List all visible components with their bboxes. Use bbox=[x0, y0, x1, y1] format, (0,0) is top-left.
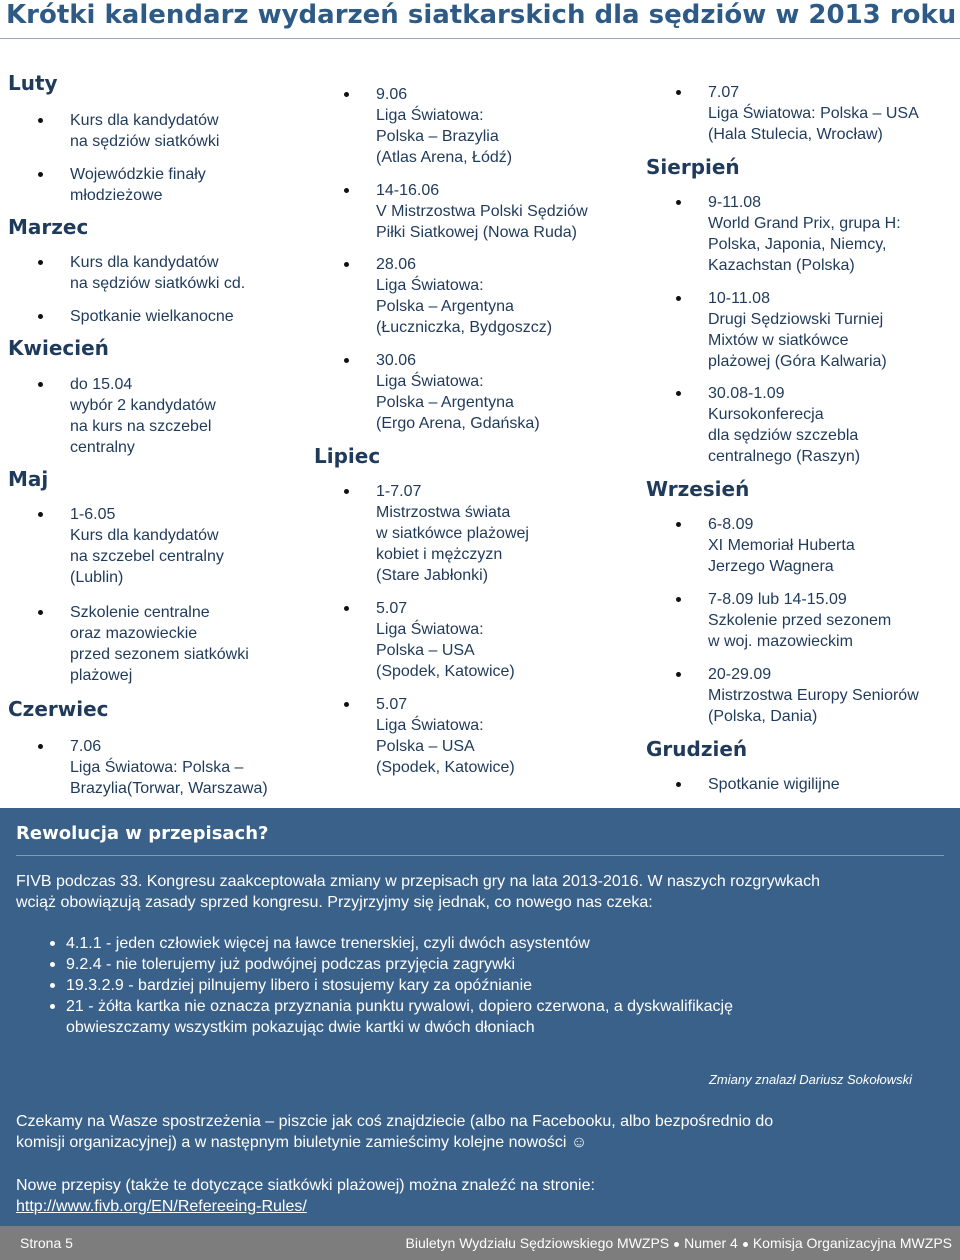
month-heading: Marzec bbox=[8, 215, 89, 239]
event-line: Liga Światowa: Polska – USA bbox=[708, 105, 919, 122]
event-line: Kazachstan (Polska) bbox=[708, 257, 855, 274]
event-line: 9.06 bbox=[376, 86, 408, 103]
event-line: Polska – Brazylia bbox=[376, 128, 499, 145]
bullet-icon bbox=[676, 90, 681, 95]
event-list bbox=[8, 504, 308, 588]
event-line: 7-8.09 lub 14-15.09 bbox=[708, 591, 847, 608]
event-line: na kurs na szczebel bbox=[70, 418, 212, 435]
event-line: 7.07 bbox=[708, 84, 740, 101]
event-line: (Łuczniczka, Bydgoszcz) bbox=[376, 319, 553, 336]
event-line: 10-11.08 bbox=[708, 290, 770, 307]
event-line: (Ergo Arena, Gdańska) bbox=[376, 415, 540, 432]
bullet-icon bbox=[344, 702, 349, 707]
event-line: młodzieżowe bbox=[70, 187, 163, 204]
bullet-icon bbox=[344, 358, 349, 363]
event-line: Liga Światowa: bbox=[376, 277, 484, 294]
event-line: 1-6.05 bbox=[70, 506, 116, 523]
rules-note: Nowe przepisy (także te dotyczące siatkówki plażowej) można znaleźć na stronie: bbox=[16, 1177, 595, 1194]
event-line: Brazylia(Torwar, Warszawa) bbox=[70, 780, 268, 797]
event-line: centralnego (Raszyn) bbox=[708, 448, 861, 465]
event-line: na sędziów siatkówki cd. bbox=[70, 275, 246, 292]
event-line: Spotkanie wigilijne bbox=[708, 776, 840, 793]
rules-intro-line: FIVB podczas 33. Kongresu zaakceptowała zmiany w przepisach gry na lata 2013-2016. W naszych rozgrywkach bbox=[16, 873, 820, 890]
event-line: V Mistrzostwa Polski Sędziów bbox=[376, 203, 588, 220]
month-heading: Lipiec bbox=[314, 444, 381, 468]
rules-credit: Zmiany znalazł Dariusz Sokołowski bbox=[708, 1072, 912, 1087]
calendar-event bbox=[314, 481, 639, 586]
event-line: Jerzego Wagnera bbox=[708, 558, 834, 575]
calendar-event bbox=[8, 110, 308, 152]
event-list bbox=[646, 589, 956, 652]
event-list bbox=[8, 110, 308, 152]
month-heading: Czerwiec bbox=[8, 697, 109, 721]
calendar-event bbox=[314, 350, 639, 434]
rule-change-item: 21 - żółta kartka nie oznacza przyznania punktu rywalowi, dopiero czerwona, a dyskwalifikację obwieszczamy wszystkim pokazując dwie kartki w dwóch dłoniach bbox=[0, 996, 960, 1038]
fivb-rules-link[interactable]: http://www.fivb.org/EN/Refereeing-Rules/ bbox=[16, 1198, 307, 1215]
calendar-event bbox=[314, 694, 639, 778]
rule-change-item: 19.3.2.9 - bardziej pilnujemy libero i stosujemy kary za opóźnianie bbox=[0, 975, 960, 996]
rules-intro bbox=[16, 871, 956, 913]
event-list bbox=[314, 254, 639, 338]
event-list bbox=[8, 602, 308, 686]
event-line: Polska – Argentyna bbox=[376, 298, 514, 315]
event-list bbox=[8, 374, 308, 458]
event-list bbox=[646, 82, 956, 145]
event-line: plażowej bbox=[70, 667, 133, 684]
invite-line: Czekamy na Wasze spostrzeżenia – piszcie jak coś znajdziecie (albo na Facebooku, albo bezpośrednio do bbox=[16, 1113, 774, 1130]
bullet-icon bbox=[38, 382, 43, 387]
event-line: Liga Światowa: bbox=[376, 373, 484, 390]
month-heading: Sierpień bbox=[646, 155, 740, 179]
bulletin-info bbox=[406, 1233, 953, 1253]
event-line: (Lublin) bbox=[70, 569, 124, 586]
calendar-event bbox=[646, 288, 956, 372]
event-line: kobiet i mężczyzn bbox=[376, 546, 503, 563]
bulletin-issue: Numer 4 bbox=[684, 1235, 738, 1251]
event-list bbox=[8, 164, 308, 206]
event-line: centralny bbox=[70, 439, 135, 456]
event-line: (Stare Jabłonki) bbox=[376, 567, 489, 584]
event-list bbox=[646, 383, 956, 467]
calendar-event bbox=[8, 252, 308, 294]
bullet-icon bbox=[676, 200, 681, 205]
calendar-event bbox=[8, 306, 308, 327]
event-list bbox=[314, 350, 639, 434]
bullet-icon bbox=[38, 512, 43, 517]
calendar-event bbox=[646, 774, 956, 795]
event-line: Polska – USA bbox=[376, 642, 475, 659]
calendar-event bbox=[646, 383, 956, 467]
event-line: (Spodek, Katowice) bbox=[376, 759, 515, 776]
event-line: Mistrzostwa świata bbox=[376, 504, 511, 521]
calendar-event bbox=[8, 736, 308, 799]
rules-link-paragraph bbox=[16, 1175, 956, 1217]
event-line: Mixtów w siatkówce bbox=[708, 332, 849, 349]
event-line: 1-7.07 bbox=[376, 483, 422, 500]
calendar-event bbox=[314, 598, 639, 682]
month-heading: Maj bbox=[8, 467, 49, 491]
event-line: Polska, Japonia, Niemcy, bbox=[708, 236, 887, 253]
event-list bbox=[314, 84, 639, 168]
calendar-event bbox=[8, 374, 308, 458]
bullet-icon bbox=[38, 118, 43, 123]
bullet-icon bbox=[38, 172, 43, 177]
invite-line: komisji organizacyjnej) a w następnym biuletynie zamieścimy kolejne nowości ☺ bbox=[16, 1134, 588, 1151]
event-line: World Grand Prix, grupa H: bbox=[708, 215, 901, 232]
event-list bbox=[646, 774, 956, 795]
event-list bbox=[646, 514, 956, 577]
bullet-icon bbox=[50, 1004, 55, 1009]
calendar-event bbox=[646, 82, 956, 145]
event-list bbox=[314, 481, 639, 586]
bullet-icon bbox=[344, 262, 349, 267]
bullet-icon bbox=[50, 983, 55, 988]
event-list bbox=[314, 598, 639, 682]
bullet-icon bbox=[344, 188, 349, 193]
calendar-event bbox=[314, 84, 639, 168]
event-line: Kursokonferecja bbox=[708, 406, 824, 423]
event-line: 14-16.06 bbox=[376, 182, 440, 199]
event-line: 9-11.08 bbox=[708, 194, 762, 211]
event-line: 5.07 bbox=[376, 600, 408, 617]
event-line: plażowej (Góra Kalwaria) bbox=[708, 353, 887, 370]
month-heading: Kwiecień bbox=[8, 336, 109, 360]
event-list bbox=[646, 192, 956, 276]
event-line: (Spodek, Katowice) bbox=[376, 663, 515, 680]
calendar-event bbox=[646, 192, 956, 276]
event-line: Liga Światowa: bbox=[376, 107, 484, 124]
month-heading: Wrzesień bbox=[646, 477, 750, 501]
rule-change-item: 4.1.1 - jeden człowiek więcej na ławce trenerskiej, czyli dwóch asystentów bbox=[0, 933, 960, 954]
event-line: Szkolenie przed sezonem bbox=[708, 612, 892, 629]
bullet-icon bbox=[344, 606, 349, 611]
page-number: Strona 5 bbox=[20, 1235, 73, 1251]
bullet-icon bbox=[676, 672, 681, 677]
event-list bbox=[8, 252, 308, 294]
event-list bbox=[314, 180, 639, 243]
event-line: Spotkanie wielkanocne bbox=[70, 308, 234, 325]
title-divider bbox=[0, 38, 960, 39]
calendar-event bbox=[314, 180, 639, 243]
bullet-icon bbox=[38, 260, 43, 265]
event-line: (Polska, Dania) bbox=[708, 708, 818, 725]
bullet-icon bbox=[50, 962, 55, 967]
event-list bbox=[314, 694, 639, 778]
event-line: 5.07 bbox=[376, 696, 408, 713]
bullet-icon bbox=[676, 782, 681, 787]
calendar-event bbox=[646, 514, 956, 577]
calendar-event bbox=[8, 164, 308, 206]
event-line: (Hala Stulecia, Wrocław) bbox=[708, 126, 883, 143]
page-title: Krótki kalendarz wydarzeń siatkarskich dla sędziów w 2013 roku bbox=[6, 0, 957, 30]
event-line: w woj. mazowieckim bbox=[708, 633, 853, 650]
month-heading: Luty bbox=[8, 71, 58, 95]
calendar-event bbox=[646, 664, 956, 727]
event-line: 28.06 bbox=[376, 256, 417, 273]
calendar-event bbox=[646, 589, 956, 652]
bullet-icon bbox=[676, 391, 681, 396]
calendar-event bbox=[8, 602, 308, 686]
bulletin-committee: Komisja Organizacyjna MWZPS bbox=[752, 1235, 952, 1251]
event-line: Szkolenie centralne bbox=[70, 604, 210, 621]
event-list bbox=[8, 306, 308, 327]
event-line: 30.08-1.09 bbox=[708, 385, 785, 402]
invite-paragraph bbox=[16, 1111, 956, 1153]
event-line: w siatkówce plażowej bbox=[376, 525, 529, 542]
event-line: 20-29.09 bbox=[708, 666, 772, 683]
bullet-icon bbox=[38, 610, 43, 615]
rules-intro-line: wciąż obowiązują zasady sprzed kongresu. Przyjrzyjmy się jednak, co nowego nas czeka: bbox=[16, 894, 653, 911]
event-line: Wojewódzkie finały bbox=[70, 166, 206, 183]
bullet-icon bbox=[344, 92, 349, 97]
event-line: wybór 2 kandydatów bbox=[70, 397, 216, 414]
event-list bbox=[8, 736, 308, 799]
bullet-icon bbox=[344, 489, 349, 494]
event-list bbox=[646, 664, 956, 727]
bullet-icon bbox=[676, 296, 681, 301]
event-line: Kurs dla kandydatów bbox=[70, 112, 219, 129]
event-line: oraz mazowieckie bbox=[70, 625, 198, 642]
bullet-icon bbox=[38, 314, 43, 319]
bullet-icon bbox=[676, 597, 681, 602]
calendar-event bbox=[8, 504, 308, 588]
bullet-icon bbox=[50, 941, 55, 946]
separator-dot-icon bbox=[674, 1242, 679, 1247]
event-line: do 15.04 bbox=[70, 376, 133, 393]
event-list bbox=[646, 288, 956, 372]
event-line: Liga Światowa: Polska – bbox=[70, 759, 244, 776]
month-heading: Grudzień bbox=[646, 737, 748, 761]
bullet-icon bbox=[676, 522, 681, 527]
event-line: Liga Światowa: bbox=[376, 621, 484, 638]
event-line: przed sezonem siatkówki bbox=[70, 646, 249, 663]
event-line: 6-8.09 bbox=[708, 516, 754, 533]
event-line: Kurs dla kandydatów bbox=[70, 527, 219, 544]
event-line: Polska – Argentyna bbox=[376, 394, 514, 411]
event-line: Polska – USA bbox=[376, 738, 475, 755]
rule-change-item: 9.2.4 - nie tolerujemy już podwójnej podczas przyjęcia zagrywki bbox=[0, 954, 960, 975]
event-line: Kurs dla kandydatów bbox=[70, 254, 219, 271]
bullet-icon bbox=[38, 744, 43, 749]
event-line: Drugi Sędziowski Turniej bbox=[708, 311, 884, 328]
bulletin-name: Biuletyn Wydziału Sędziowskiego MWZPS bbox=[405, 1235, 670, 1251]
event-line: Mistrzostwa Europy Seniorów bbox=[708, 687, 919, 704]
rule-changes-list bbox=[0, 933, 960, 1038]
calendar-event bbox=[314, 254, 639, 338]
event-line: (Atlas Arena, Łódź) bbox=[376, 149, 513, 166]
event-line: Liga Światowa: bbox=[376, 717, 484, 734]
rules-section-divider bbox=[16, 855, 944, 856]
event-line: dla sędziów szczebla bbox=[708, 427, 859, 444]
event-line: na sędziów siatkówki bbox=[70, 133, 220, 150]
separator-dot-icon bbox=[743, 1242, 748, 1247]
rules-section-title: Rewolucja w przepisach? bbox=[16, 823, 269, 844]
event-line: 7.06 bbox=[70, 738, 102, 755]
event-line: XI Memoriał Huberta bbox=[708, 537, 855, 554]
event-line: Piłki Siatkowej (Nowa Ruda) bbox=[376, 224, 577, 241]
event-line: 30.06 bbox=[376, 352, 417, 369]
event-line: na szczebel centralny bbox=[70, 548, 224, 565]
